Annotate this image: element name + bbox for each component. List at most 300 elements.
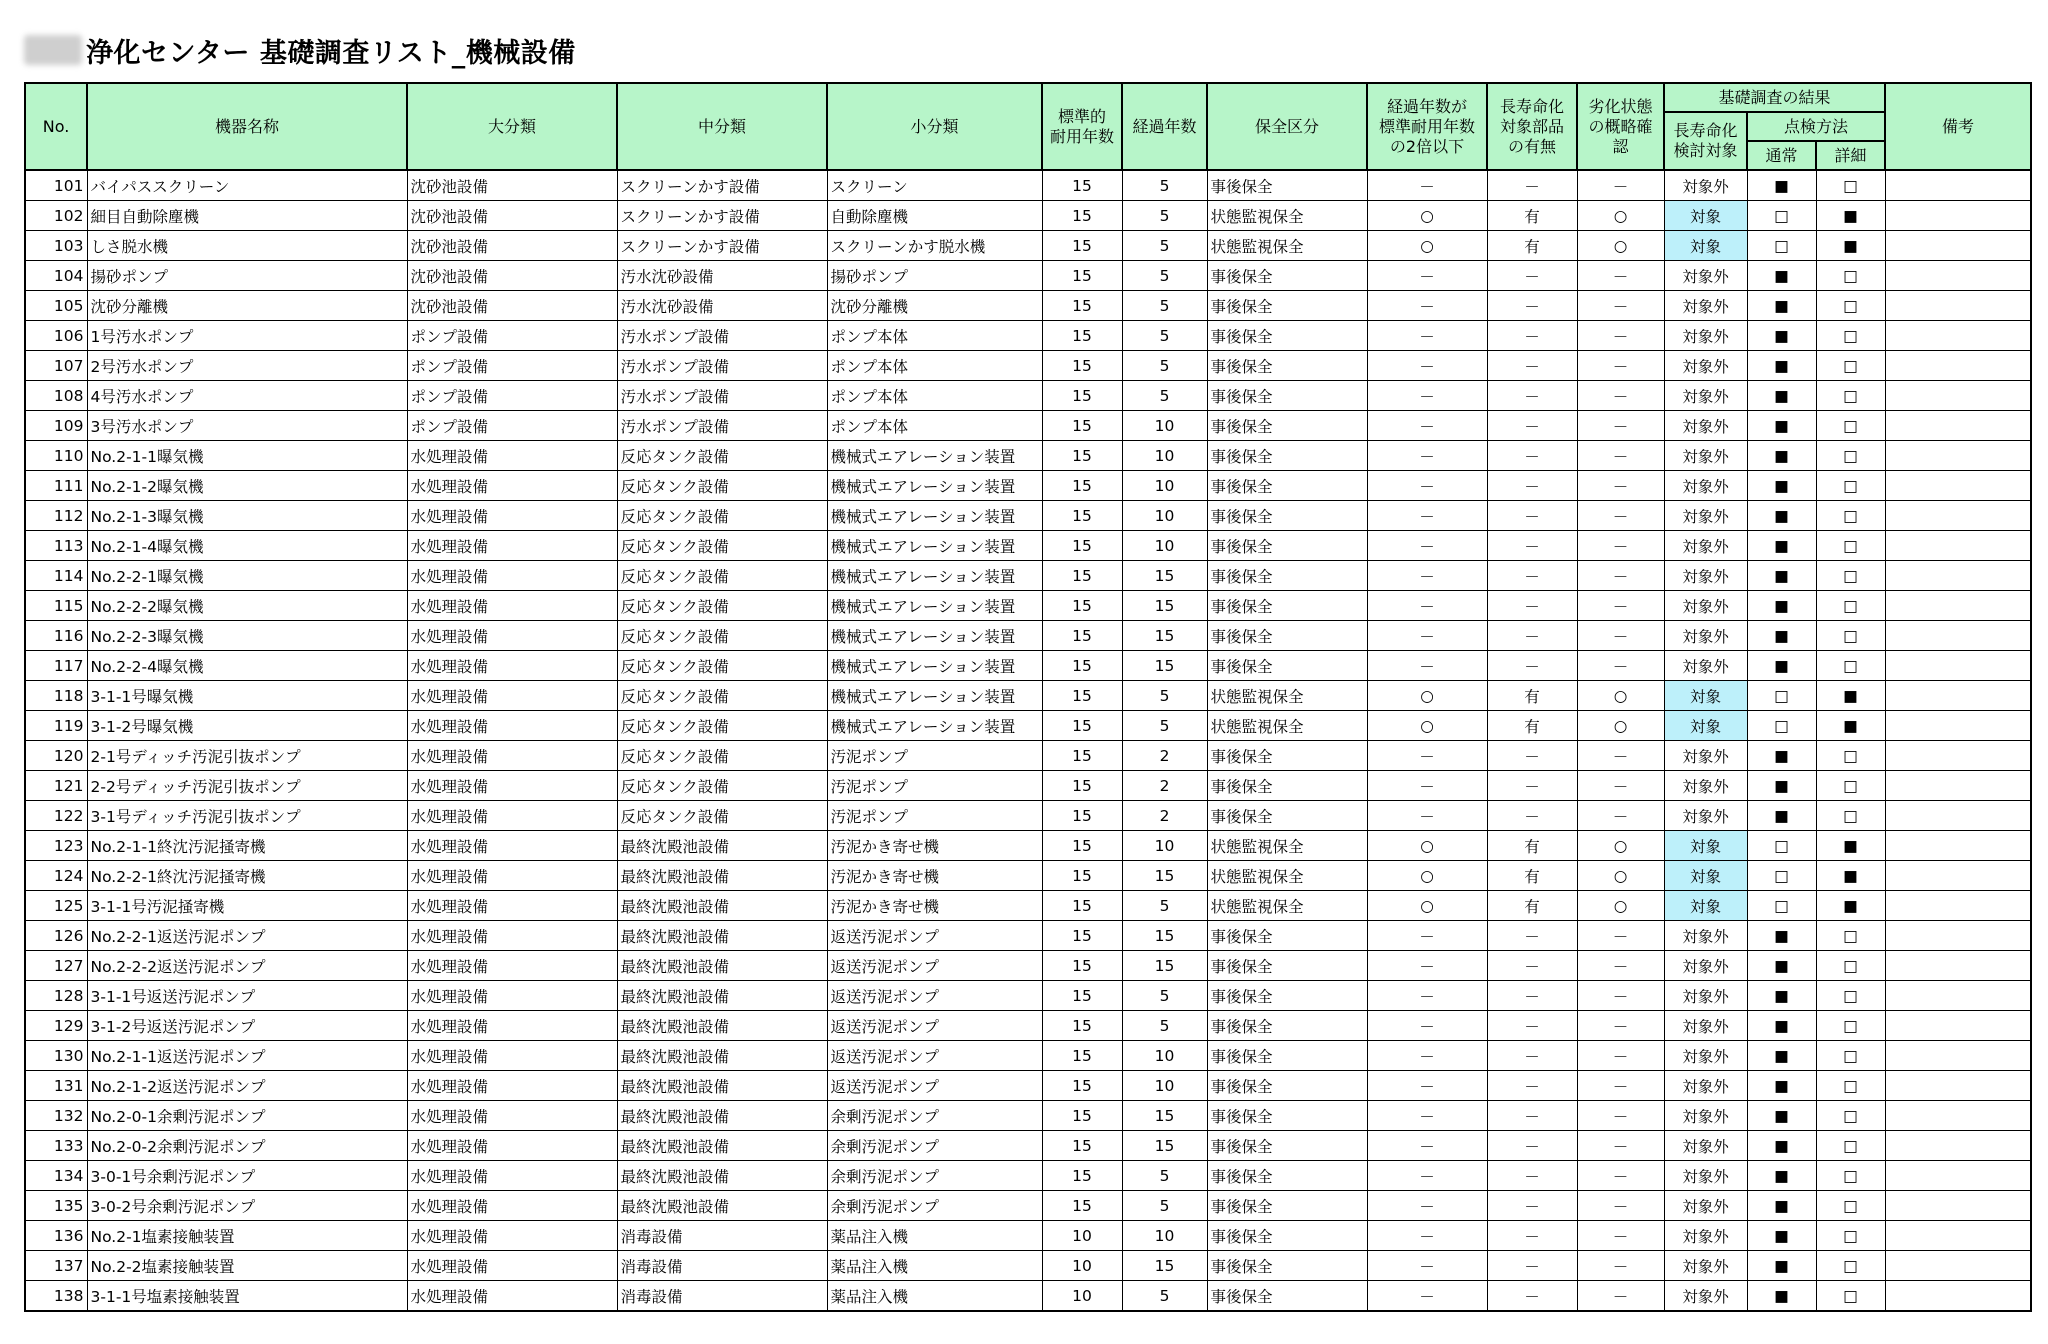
cell-maint: 事後保全 [1207, 591, 1367, 621]
cell-elapsed: 10 [1122, 1041, 1207, 1071]
cell-deterioration: － [1577, 981, 1664, 1011]
cell-normal: ■ [1747, 351, 1816, 381]
cell-normal: ■ [1747, 471, 1816, 501]
cell-std-life: 15 [1042, 861, 1122, 891]
cell-minor: 汚泥かき寄せ機 [827, 831, 1042, 861]
cell-std-life: 15 [1042, 591, 1122, 621]
cell-detail: □ [1816, 1071, 1885, 1101]
cell-maint: 事後保全 [1207, 1161, 1367, 1191]
cell-normal: ■ [1747, 1221, 1816, 1251]
cell-remarks [1885, 381, 2031, 411]
cell-maint: 状態監視保全 [1207, 231, 1367, 261]
cell-elapsed: 10 [1122, 471, 1207, 501]
cell-no: 135 [25, 1191, 87, 1221]
cell-remarks [1885, 1071, 2031, 1101]
cell-middle: 反応タンク設備 [617, 471, 827, 501]
cell-parts: － [1487, 591, 1577, 621]
cell-name: 3-1号ディッチ汚泥引抜ポンプ [87, 801, 407, 831]
cell-longevity: 対象 [1664, 891, 1747, 921]
cell-minor: 返送汚泥ポンプ [827, 921, 1042, 951]
cell-remarks [1885, 951, 2031, 981]
cell-detail: ■ [1816, 201, 1885, 231]
cell-double: － [1367, 1281, 1487, 1312]
cell-parts: － [1487, 531, 1577, 561]
cell-parts: － [1487, 471, 1577, 501]
cell-normal: □ [1747, 711, 1816, 741]
cell-name: しさ脱水機 [87, 231, 407, 261]
cell-remarks [1885, 1101, 2031, 1131]
cell-middle: 最終沈殿池設備 [617, 951, 827, 981]
cell-middle: 反応タンク設備 [617, 531, 827, 561]
table-header [25, 83, 2031, 170]
cell-major: 水処理設備 [407, 711, 617, 741]
cell-maint: 事後保全 [1207, 501, 1367, 531]
cell-detail: □ [1816, 411, 1885, 441]
cell-normal: ■ [1747, 801, 1816, 831]
cell-parts: － [1487, 621, 1577, 651]
cell-parts: － [1487, 261, 1577, 291]
cell-double: － [1367, 651, 1487, 681]
cell-double: － [1367, 351, 1487, 381]
cell-std-life: 15 [1042, 351, 1122, 381]
cell-deterioration: － [1577, 1281, 1664, 1312]
cell-double: － [1367, 1131, 1487, 1161]
cell-detail: ■ [1816, 681, 1885, 711]
cell-name: No.2-1-2曝気機 [87, 471, 407, 501]
cell-parts: － [1487, 651, 1577, 681]
cell-major: 水処理設備 [407, 651, 617, 681]
cell-minor: 自動除塵機 [827, 201, 1042, 231]
cell-middle: スクリーンかす設備 [617, 201, 827, 231]
header-detail: 詳細 [1816, 141, 1885, 170]
table-row [25, 591, 2031, 621]
cell-elapsed: 5 [1122, 381, 1207, 411]
cell-normal: ■ [1747, 561, 1816, 591]
cell-no: 127 [25, 951, 87, 981]
cell-elapsed: 10 [1122, 501, 1207, 531]
cell-remarks [1885, 711, 2031, 741]
cell-elapsed: 10 [1122, 1071, 1207, 1101]
table-row [25, 381, 2031, 411]
cell-remarks [1885, 861, 2031, 891]
cell-parts: － [1487, 501, 1577, 531]
cell-elapsed: 2 [1122, 741, 1207, 771]
cell-no: 110 [25, 441, 87, 471]
cell-normal: ■ [1747, 1101, 1816, 1131]
cell-elapsed: 15 [1122, 1251, 1207, 1281]
cell-longevity: 対象外 [1664, 1281, 1747, 1312]
cell-maint: 事後保全 [1207, 1071, 1367, 1101]
cell-detail: ■ [1816, 831, 1885, 861]
cell-no: 122 [25, 801, 87, 831]
cell-minor: 余剰汚泥ポンプ [827, 1161, 1042, 1191]
table-row [25, 441, 2031, 471]
cell-no: 109 [25, 411, 87, 441]
cell-std-life: 15 [1042, 1191, 1122, 1221]
cell-remarks [1885, 591, 2031, 621]
cell-double: ○ [1367, 711, 1487, 741]
cell-std-life: 15 [1042, 1131, 1122, 1161]
cell-middle: 最終沈殿池設備 [617, 1161, 827, 1191]
cell-longevity: 対象外 [1664, 531, 1747, 561]
cell-double: － [1367, 321, 1487, 351]
cell-remarks [1885, 741, 2031, 771]
cell-longevity: 対象外 [1664, 411, 1747, 441]
cell-name: 細目自動除塵機 [87, 201, 407, 231]
cell-name: 3-0-2号余剰汚泥ポンプ [87, 1191, 407, 1221]
cell-elapsed: 5 [1122, 201, 1207, 231]
survey-table [24, 82, 2032, 1312]
cell-std-life: 15 [1042, 261, 1122, 291]
cell-longevity: 対象外 [1664, 1251, 1747, 1281]
cell-parts: － [1487, 561, 1577, 591]
cell-std-life: 15 [1042, 921, 1122, 951]
cell-minor: 機械式エアレーション装置 [827, 621, 1042, 651]
header-parts: 長寿命化 対象部品 の有無 [1487, 83, 1577, 170]
cell-minor: 薬品注入機 [827, 1221, 1042, 1251]
cell-maint: 事後保全 [1207, 951, 1367, 981]
cell-std-life: 15 [1042, 891, 1122, 921]
cell-normal: ■ [1747, 951, 1816, 981]
header-normal: 通常 [1747, 141, 1816, 170]
document-title: 浄化センター 基礎調査リスト_機械設備 [86, 37, 576, 69]
cell-middle: 汚水ポンプ設備 [617, 351, 827, 381]
table-row [25, 1071, 2031, 1101]
cell-parts: － [1487, 1131, 1577, 1161]
cell-detail: □ [1816, 741, 1885, 771]
cell-name: No.2-2-1返送汚泥ポンプ [87, 921, 407, 951]
header-major: 大分類 [407, 83, 617, 170]
cell-longevity: 対象外 [1664, 291, 1747, 321]
table-row [25, 411, 2031, 441]
cell-remarks [1885, 1161, 2031, 1191]
cell-no: 101 [25, 170, 87, 201]
cell-elapsed: 5 [1122, 1011, 1207, 1041]
cell-major: 水処理設備 [407, 441, 617, 471]
cell-maint: 事後保全 [1207, 1191, 1367, 1221]
cell-std-life: 10 [1042, 1251, 1122, 1281]
cell-elapsed: 5 [1122, 261, 1207, 291]
cell-middle: 反応タンク設備 [617, 771, 827, 801]
cell-longevity: 対象外 [1664, 741, 1747, 771]
cell-elapsed: 5 [1122, 981, 1207, 1011]
cell-std-life: 15 [1042, 951, 1122, 981]
cell-middle: 最終沈殿池設備 [617, 831, 827, 861]
cell-maint: 事後保全 [1207, 441, 1367, 471]
cell-std-life: 15 [1042, 321, 1122, 351]
cell-normal: ■ [1747, 1131, 1816, 1161]
cell-middle: 汚水ポンプ設備 [617, 411, 827, 441]
cell-deterioration: ○ [1577, 711, 1664, 741]
cell-remarks [1885, 1041, 2031, 1071]
cell-minor: スクリーンかす脱水機 [827, 231, 1042, 261]
cell-remarks [1885, 291, 2031, 321]
cell-elapsed: 2 [1122, 801, 1207, 831]
cell-major: 沈砂池設備 [407, 291, 617, 321]
cell-no: 134 [25, 1161, 87, 1191]
cell-deterioration: － [1577, 471, 1664, 501]
header-result-group: 基礎調査の結果 [1664, 83, 1885, 112]
cell-maint: 事後保全 [1207, 351, 1367, 381]
cell-parts: － [1487, 321, 1577, 351]
cell-detail: □ [1816, 381, 1885, 411]
cell-minor: 余剰汚泥ポンプ [827, 1191, 1042, 1221]
cell-std-life: 15 [1042, 711, 1122, 741]
cell-longevity: 対象外 [1664, 1071, 1747, 1101]
cell-deterioration: － [1577, 1041, 1664, 1071]
cell-maint: 事後保全 [1207, 261, 1367, 291]
cell-std-life: 15 [1042, 1101, 1122, 1131]
cell-deterioration: ○ [1577, 201, 1664, 231]
cell-normal: □ [1747, 831, 1816, 861]
cell-middle: 消毒設備 [617, 1281, 827, 1312]
cell-elapsed: 5 [1122, 351, 1207, 381]
cell-std-life: 15 [1042, 651, 1122, 681]
cell-middle: 最終沈殿池設備 [617, 1041, 827, 1071]
table-row [25, 771, 2031, 801]
cell-name: 沈砂分離機 [87, 291, 407, 321]
cell-double: － [1367, 561, 1487, 591]
cell-normal: ■ [1747, 1041, 1816, 1071]
cell-remarks [1885, 921, 2031, 951]
cell-longevity: 対象外 [1664, 1011, 1747, 1041]
cell-minor: 返送汚泥ポンプ [827, 951, 1042, 981]
cell-elapsed: 5 [1122, 681, 1207, 711]
cell-normal: ■ [1747, 621, 1816, 651]
cell-minor: ポンプ本体 [827, 321, 1042, 351]
cell-parts: － [1487, 351, 1577, 381]
cell-name: 3-1-1号汚泥掻寄機 [87, 891, 407, 921]
cell-minor: 返送汚泥ポンプ [827, 1011, 1042, 1041]
cell-double: － [1367, 411, 1487, 441]
cell-double: ○ [1367, 681, 1487, 711]
cell-no: 123 [25, 831, 87, 861]
cell-name: 1号汚水ポンプ [87, 321, 407, 351]
cell-major: 沈砂池設備 [407, 231, 617, 261]
cell-deterioration: － [1577, 801, 1664, 831]
header-name: 機器名称 [87, 83, 407, 170]
cell-no: 105 [25, 291, 87, 321]
cell-parts: － [1487, 1191, 1577, 1221]
cell-maint: 事後保全 [1207, 1251, 1367, 1281]
cell-maint: 事後保全 [1207, 651, 1367, 681]
cell-name: バイパススクリーン [87, 170, 407, 201]
cell-deterioration: － [1577, 170, 1664, 201]
cell-double: ○ [1367, 231, 1487, 261]
cell-middle: スクリーンかす設備 [617, 170, 827, 201]
cell-name: 4号汚水ポンプ [87, 381, 407, 411]
cell-major: 水処理設備 [407, 1071, 617, 1101]
cell-no: 111 [25, 471, 87, 501]
cell-std-life: 15 [1042, 531, 1122, 561]
cell-deterioration: － [1577, 1071, 1664, 1101]
cell-no: 137 [25, 1251, 87, 1281]
cell-elapsed: 10 [1122, 1221, 1207, 1251]
cell-elapsed: 10 [1122, 831, 1207, 861]
cell-elapsed: 5 [1122, 231, 1207, 261]
cell-detail: □ [1816, 441, 1885, 471]
cell-middle: 反応タンク設備 [617, 681, 827, 711]
cell-elapsed: 15 [1122, 621, 1207, 651]
cell-name: No.2-1塩素接触装置 [87, 1221, 407, 1251]
table-row [25, 801, 2031, 831]
cell-major: 水処理設備 [407, 831, 617, 861]
cell-remarks [1885, 1281, 2031, 1312]
cell-minor: 機械式エアレーション装置 [827, 441, 1042, 471]
cell-longevity: 対象外 [1664, 1131, 1747, 1161]
cell-longevity: 対象外 [1664, 951, 1747, 981]
cell-maint: 状態監視保全 [1207, 891, 1367, 921]
cell-longevity: 対象外 [1664, 1161, 1747, 1191]
cell-normal: ■ [1747, 1161, 1816, 1191]
cell-normal: □ [1747, 231, 1816, 261]
cell-name: No.2-2-1曝気機 [87, 561, 407, 591]
cell-parts: － [1487, 1011, 1577, 1041]
cell-elapsed: 15 [1122, 651, 1207, 681]
cell-no: 121 [25, 771, 87, 801]
cell-minor: 機械式エアレーション装置 [827, 501, 1042, 531]
table-row [25, 261, 2031, 291]
cell-detail: ■ [1816, 231, 1885, 261]
header-elapsed: 経過年数 [1122, 83, 1207, 170]
cell-deterioration: － [1577, 621, 1664, 651]
cell-normal: ■ [1747, 291, 1816, 321]
cell-double: － [1367, 621, 1487, 651]
cell-major: ポンプ設備 [407, 381, 617, 411]
cell-elapsed: 5 [1122, 291, 1207, 321]
cell-middle: 消毒設備 [617, 1221, 827, 1251]
cell-deterioration: － [1577, 411, 1664, 441]
cell-middle: 最終沈殿池設備 [617, 1011, 827, 1041]
cell-remarks [1885, 531, 2031, 561]
cell-maint: 状態監視保全 [1207, 201, 1367, 231]
table-row [25, 531, 2031, 561]
cell-remarks [1885, 321, 2031, 351]
cell-remarks [1885, 411, 2031, 441]
cell-elapsed: 5 [1122, 711, 1207, 741]
cell-longevity: 対象外 [1664, 1221, 1747, 1251]
cell-std-life: 15 [1042, 231, 1122, 261]
cell-middle: 反応タンク設備 [617, 441, 827, 471]
cell-major: 水処理設備 [407, 1131, 617, 1161]
cell-parts: － [1487, 1071, 1577, 1101]
cell-minor: 揚砂ポンプ [827, 261, 1042, 291]
cell-elapsed: 15 [1122, 951, 1207, 981]
cell-elapsed: 5 [1122, 1161, 1207, 1191]
cell-major: 水処理設備 [407, 1101, 617, 1131]
cell-name: 3-1-1号塩素接触装置 [87, 1281, 407, 1312]
cell-major: 水処理設備 [407, 891, 617, 921]
cell-detail: □ [1816, 1281, 1885, 1312]
cell-detail: □ [1816, 291, 1885, 321]
cell-deterioration: － [1577, 291, 1664, 321]
cell-middle: 汚水沈砂設備 [617, 291, 827, 321]
cell-middle: 最終沈殿池設備 [617, 1071, 827, 1101]
cell-elapsed: 5 [1122, 170, 1207, 201]
cell-no: 119 [25, 711, 87, 741]
cell-name: No.2-2塩素接触装置 [87, 1251, 407, 1281]
cell-elapsed: 10 [1122, 411, 1207, 441]
cell-double: ○ [1367, 831, 1487, 861]
cell-remarks [1885, 771, 2031, 801]
cell-major: 水処理設備 [407, 1191, 617, 1221]
table-row [25, 741, 2031, 771]
cell-normal: □ [1747, 681, 1816, 711]
cell-remarks [1885, 801, 2031, 831]
cell-detail: □ [1816, 261, 1885, 291]
cell-no: 107 [25, 351, 87, 381]
cell-no: 103 [25, 231, 87, 261]
cell-detail: □ [1816, 981, 1885, 1011]
cell-double: － [1367, 441, 1487, 471]
cell-std-life: 15 [1042, 681, 1122, 711]
cell-deterioration: － [1577, 351, 1664, 381]
cell-minor: 汚泥かき寄せ機 [827, 861, 1042, 891]
cell-std-life: 15 [1042, 1041, 1122, 1071]
cell-middle: スクリーンかす設備 [617, 231, 827, 261]
cell-deterioration: － [1577, 321, 1664, 351]
cell-remarks [1885, 1191, 2031, 1221]
cell-double: － [1367, 170, 1487, 201]
cell-maint: 事後保全 [1207, 801, 1367, 831]
cell-minor: 機械式エアレーション装置 [827, 681, 1042, 711]
cell-std-life: 15 [1042, 741, 1122, 771]
header-deterioration: 劣化状態 の概略確 認 [1577, 83, 1664, 170]
cell-parts: － [1487, 411, 1577, 441]
cell-double: － [1367, 591, 1487, 621]
cell-parts: 有 [1487, 711, 1577, 741]
cell-normal: ■ [1747, 741, 1816, 771]
cell-std-life: 15 [1042, 621, 1122, 651]
table-row [25, 1281, 2031, 1312]
cell-elapsed: 5 [1122, 891, 1207, 921]
cell-longevity: 対象外 [1664, 651, 1747, 681]
cell-std-life: 15 [1042, 771, 1122, 801]
cell-no: 104 [25, 261, 87, 291]
cell-remarks [1885, 651, 2031, 681]
cell-double: － [1367, 1191, 1487, 1221]
cell-elapsed: 5 [1122, 1281, 1207, 1312]
cell-normal: ■ [1747, 1251, 1816, 1281]
cell-middle: 反応タンク設備 [617, 621, 827, 651]
cell-remarks [1885, 1251, 2031, 1281]
cell-double: － [1367, 1011, 1487, 1041]
cell-elapsed: 2 [1122, 771, 1207, 801]
cell-minor: 機械式エアレーション装置 [827, 651, 1042, 681]
cell-major: 水処理設備 [407, 621, 617, 651]
cell-elapsed: 15 [1122, 861, 1207, 891]
cell-no: 118 [25, 681, 87, 711]
cell-no: 129 [25, 1011, 87, 1041]
cell-detail: □ [1816, 561, 1885, 591]
cell-normal: ■ [1747, 771, 1816, 801]
cell-middle: 最終沈殿池設備 [617, 981, 827, 1011]
cell-name: No.2-0-2余剰汚泥ポンプ [87, 1131, 407, 1161]
cell-detail: □ [1816, 1161, 1885, 1191]
cell-detail: □ [1816, 1131, 1885, 1161]
cell-minor: 汚泥ポンプ [827, 741, 1042, 771]
cell-middle: 汚水沈砂設備 [617, 261, 827, 291]
cell-normal: □ [1747, 891, 1816, 921]
cell-double: － [1367, 801, 1487, 831]
cell-minor: 汚泥かき寄せ機 [827, 891, 1042, 921]
cell-no: 133 [25, 1131, 87, 1161]
cell-longevity: 対象外 [1664, 471, 1747, 501]
cell-remarks [1885, 681, 2031, 711]
cell-std-life: 15 [1042, 801, 1122, 831]
cell-middle: 最終沈殿池設備 [617, 921, 827, 951]
cell-longevity: 対象 [1664, 681, 1747, 711]
